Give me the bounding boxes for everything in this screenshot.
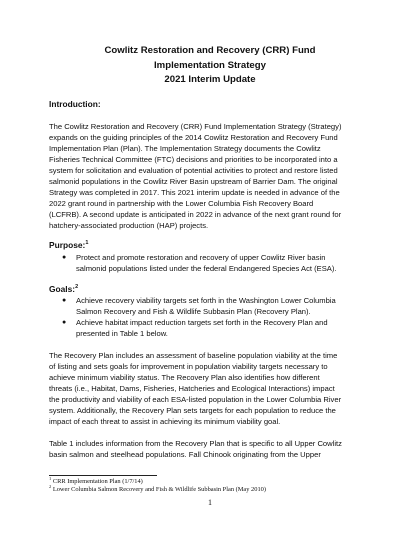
introduction-paragraph <box>49 121 377 231</box>
footnote-text: CRR Implementation Plan (1/7/14) <box>52 478 143 485</box>
goals-heading-text: Goals: <box>49 284 76 294</box>
text-line: Achieve habitat impact reduction targets set forth in the Recovery Plan and <box>76 318 328 327</box>
text-line: hatchery-associated production (HAP) projects. <box>49 221 209 230</box>
title-line-2: Implementation Strategy <box>154 59 266 71</box>
text-line: system. Additionally, the Recovery Plan sets targets for each population to reduce the <box>49 406 336 415</box>
text-line: Achieve recovery viability targets set forth in the Washington Lower Columbia <box>76 296 336 305</box>
list-item <box>49 317 379 339</box>
purpose-heading <box>49 240 88 251</box>
text-line: Protect and promote restoration and recovery of upper Cowlitz River basin <box>76 253 326 262</box>
title-line-1: Cowlitz Restoration and Recovery (CRR) Fund <box>104 45 316 56</box>
purpose-bullet-list <box>49 252 379 274</box>
text-line: 2022 grant round in partnership with the Lower Columbia Fish Recovery Board <box>49 199 314 208</box>
text-line: of listing and sets goals for improvement in population viability targets necessary to <box>49 362 328 371</box>
purpose-heading-text: Purpose: <box>49 240 86 250</box>
list-item <box>49 252 379 274</box>
text-line: threats (i.e., Habitat, Dams, Fisheries, Hatcheries and Ecological Interactions) impact <box>49 384 335 393</box>
document-title <box>0 44 420 88</box>
bullet-icon: ● <box>62 254 67 261</box>
text-line: Fisheries Technical Committee (FTC) decisions and priorities to be incorporated into a <box>49 155 338 164</box>
text-line: basin salmon and steelhead populations. Fall Chinook originating from the Upper <box>49 450 321 459</box>
bullet-icon: ● <box>62 297 67 304</box>
text-line: the productivity and viability of each ESA-listed population in the Lower Columbia River <box>49 395 342 404</box>
text-line: system for solicitation and evaluation of potential activities to protect and restore listed <box>49 166 338 175</box>
text-line: The Recovery Plan includes an assessment of baseline population viability at the time <box>49 351 338 360</box>
goals-bullet-list <box>49 295 379 339</box>
table-intro-paragraph <box>49 438 377 460</box>
footnote-number: 2 <box>49 483 52 489</box>
text-line: impact of each threat to assist in achieving its minimum viability goal. <box>49 417 281 426</box>
text-line: salmonid populations listed under the federal Endangered Species Act (ESA). <box>76 264 337 273</box>
list-item <box>49 295 379 317</box>
footnote-1 <box>49 475 143 486</box>
footnote-ref-2[interactable]: 2 <box>75 284 79 291</box>
bullet-icon: ● <box>62 319 67 326</box>
footnote-number: 1 <box>49 475 52 481</box>
text-line: Salmon Recovery and Fish & Wildlife Subbasin Plan (Recovery Plan). <box>76 307 311 316</box>
footnote-ref-1[interactable]: 1 <box>85 240 89 247</box>
footnote-text: Lower Columbia Salmon Recovery and Fish & Wildlife Subbasin Plan (May 2010) <box>52 486 266 493</box>
text-line: The Cowlitz Restoration and Recovery (CRR) Fund Implementation Strategy (Strategy) <box>49 122 342 131</box>
text-line: Strategy was completed in 2017. This 2021 interim update is needed in advance of the <box>49 188 340 197</box>
footnote-2 <box>49 483 266 494</box>
text-line: (LCFRB). A second update is anticipated in 2022 in advance of the next grant round for <box>49 210 342 219</box>
text-line: achieve minimum viability status. The Recovery Plan also identifies how different <box>49 373 320 382</box>
footnote-separator <box>49 475 157 476</box>
text-line: expands on the guiding principles of the 2014 Cowlitz Restoration and Recovery Fund <box>49 133 338 142</box>
text-line: salmonid populations in the Cowlitz River Basin upstream of Barrier Dam. The original <box>49 177 338 186</box>
text-line: presented in Table 1 below. <box>76 329 168 338</box>
page-number: 1 <box>208 498 212 507</box>
text-line: Implementation Plan (Plan). The Implementation Strategy documents the Cowlitz <box>49 144 321 153</box>
goals-heading <box>49 284 78 295</box>
recovery-plan-paragraph <box>49 350 377 427</box>
text-line: Table 1 includes information from the Recovery Plan that is specific to all Upper Cowlitz <box>49 439 342 448</box>
introduction-heading: Introduction: <box>49 99 101 109</box>
title-line-3: 2021 Interim Update <box>164 74 256 86</box>
